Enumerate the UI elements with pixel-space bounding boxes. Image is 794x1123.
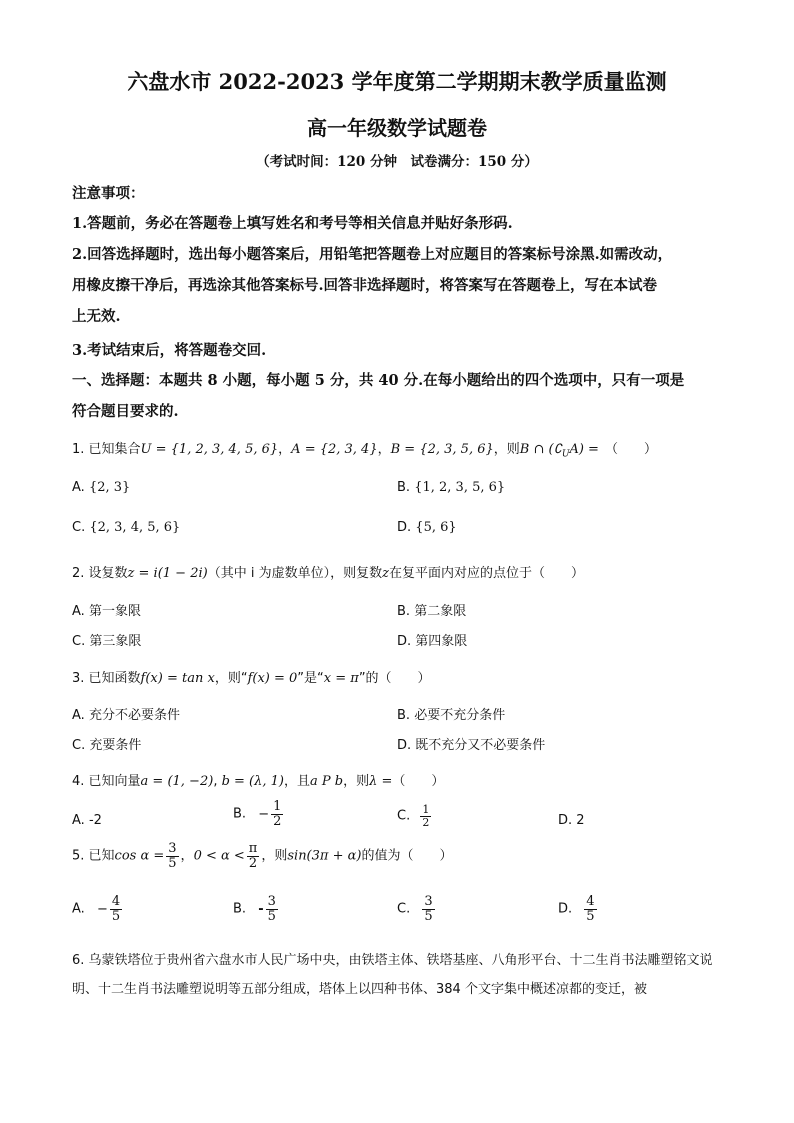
fraction-numerator: 1 [273, 799, 282, 814]
option-text: 第四象限 [415, 634, 468, 649]
question-3-option-a [72, 704, 180, 723]
section-1-instruction-line-1: 一、选择题：本题共 8 小题，每小题 5 分，共 40 分.在每小题给出的四个选项中，只有一项是 [72, 372, 685, 389]
fraction-numerator: π [248, 841, 258, 856]
question-5-cos-expression: cos α = [114, 848, 165, 864]
question-3-middle-2: ”是“ [297, 671, 324, 686]
fraction-denominator: 5 [586, 908, 595, 924]
option-text: {1, 2, 3, 5, 6} [414, 480, 506, 495]
question-3-stem [72, 667, 431, 686]
question-4-option-c [397, 804, 433, 828]
question-5-option-a [72, 895, 124, 923]
question-5-prefix: 5. 已知 [72, 848, 115, 864]
option-label: D. [397, 520, 412, 535]
section-1-instruction-line-2: 符合题目要求的. [72, 403, 179, 420]
question-1-expression: B ∩ (∁ [519, 442, 562, 457]
option-label: B. [397, 604, 411, 619]
vector-a: a = (1, −2) [140, 774, 214, 789]
option-sign: - [258, 901, 264, 917]
option-text: {2, 3, 4, 5, 6} [89, 520, 181, 535]
option-label: D. [397, 738, 412, 753]
question-1-option-d [397, 520, 457, 535]
question-3-option-b [397, 704, 505, 723]
option-label: A. [72, 480, 85, 495]
notice-heading: 注意事项： [72, 185, 145, 202]
notice-item-3: 3.考试结束后，将答题卷交回. [72, 342, 267, 359]
fraction-denominator: 5 [424, 908, 433, 924]
question-6-stem: 6. 乌蒙铁塔位于贵州省六盘水市人民广场中央，由铁塔主体、铁塔基座、八角形平台、十二生肖书法雕塑铭文说明、十二生肖书法雕塑说明等五部分组成，塔体上以四种书体、384 个文字集中概述凉都的变迁，被 [72, 953, 713, 997]
question-2-stem [72, 562, 584, 581]
option-text: 第三象限 [89, 634, 142, 649]
question-3-middle-1: ，则“ [214, 671, 248, 686]
option-text: 第一象限 [88, 604, 141, 619]
set-u: U = {1, 2, 3, 4, 5, 6} [140, 442, 279, 457]
option-label: D. [397, 634, 412, 649]
option-fraction [110, 895, 122, 923]
question-5-middle: ，则 [261, 848, 288, 864]
question-3-condition-1: f(x) = 0 [247, 671, 298, 686]
question-2-option-c [72, 630, 141, 649]
notice-item-2-line-2: 用橡皮擦干净后，再选涂其他答案标号.回答非选择题时，将答案写在答题卷上，写在本试卷 [72, 277, 658, 294]
question-1-answer-blank: （ ） [604, 442, 657, 457]
fraction-denominator: 5 [267, 908, 276, 924]
option-label: D. [558, 813, 573, 828]
exam-subtitle: 高一年级数学试题卷 [307, 116, 487, 140]
question-4-comma: , [213, 774, 222, 789]
option-label: A. [72, 901, 85, 917]
question-4-suffix-pre: ，则 [343, 774, 370, 789]
set-b: B = {2, 3, 5, 6} [390, 442, 494, 457]
option-sign: − [96, 901, 108, 917]
question-5-stem [72, 842, 452, 870]
option-label: C. [397, 808, 411, 824]
option-text: {2, 3} [88, 480, 131, 495]
option-fraction [266, 895, 278, 923]
option-sign: − [258, 806, 270, 822]
fraction-numerator: 4 [586, 894, 595, 909]
option-label: C. [72, 738, 86, 753]
question-5-option-b [233, 895, 280, 923]
option-text: {5, 6} [415, 520, 457, 535]
fraction-denominator: 5 [168, 855, 177, 871]
option-text: 第二象限 [414, 604, 467, 619]
question-5-option-c [397, 895, 437, 923]
fraction-denominator: 2 [248, 855, 258, 871]
option-text: 既不充分又不必要条件 [415, 738, 546, 753]
set-a: A = {2, 3, 4} [291, 442, 378, 457]
question-4-prefix: 4. 已知向量 [72, 774, 141, 789]
option-text: -2 [88, 813, 102, 828]
question-1-stem [72, 438, 657, 460]
option-label: C. [397, 901, 411, 917]
option-label: D. [558, 901, 573, 917]
question-2-variable: z [382, 566, 389, 581]
option-label: B. [397, 480, 411, 495]
question-4-answer-blank: （ ） [392, 774, 445, 789]
question-1-sep-3: ，则 [493, 442, 520, 457]
question-4-condition: a P b [310, 774, 344, 789]
fraction-numerator: 1 [422, 803, 430, 816]
question-2-suffix: 在复平面内对应的点位于（ ） [388, 566, 584, 581]
question-2-option-d [397, 630, 467, 649]
question-3-suffix: ”的（ ） [358, 671, 431, 686]
question-1-expression-end: A) = [569, 442, 599, 457]
question-5-sin-expression: sin(3π + α) [287, 848, 362, 864]
question-1-option-b [397, 480, 505, 495]
cos-fraction [166, 842, 178, 870]
option-fraction [420, 804, 431, 828]
vector-b: b = (λ, 1) [221, 774, 284, 789]
option-fraction [271, 800, 283, 828]
question-4-lambda: λ = [369, 774, 393, 789]
option-label: C. [72, 520, 86, 535]
question-1-sep-2: ， [377, 442, 391, 457]
question-2-option-b [397, 600, 466, 619]
question-1-sep-1: ， [278, 442, 292, 457]
option-label: A. [72, 604, 85, 619]
question-5-option-d [558, 895, 599, 923]
question-2-middle: （其中 i 为虚数单位），则复数 [207, 566, 383, 581]
fraction-numerator: 4 [111, 894, 121, 909]
question-1-option-a [72, 480, 130, 495]
fraction-denominator: 2 [273, 813, 282, 829]
exam-title: 六盘水市 2022-2023 学年度第二学期期末教学质量监测 [127, 69, 667, 94]
question-5-suffix: 的值为（ ） [361, 848, 453, 864]
question-2-prefix: 2. 设复数 [72, 566, 128, 581]
option-text: 充分不必要条件 [88, 708, 180, 723]
question-1-option-c [72, 520, 180, 535]
question-3-expression: f(x) = tan x [140, 671, 215, 686]
question-4-middle: ，且 [283, 774, 310, 789]
question-2-expression: z = i(1 − 2i) [127, 566, 208, 581]
option-text: 2 [576, 813, 585, 828]
fraction-denominator: 2 [422, 815, 430, 829]
question-4-option-d [558, 813, 585, 828]
question-4-option-b [233, 800, 285, 828]
fraction-numerator: 3 [168, 841, 177, 856]
option-label: B. [233, 901, 247, 917]
question-5-range-expression: 0 < α < [193, 848, 245, 864]
question-3-condition-2: x = π [323, 671, 359, 686]
option-label: B. [397, 708, 411, 723]
notice-item-2-line-3: 上无效. [72, 308, 121, 325]
option-text: 必要不充分条件 [414, 708, 506, 723]
question-3-option-d [397, 734, 545, 753]
question-3-prefix: 3. 已知函数 [72, 671, 141, 686]
question-2-option-a [72, 600, 141, 619]
question-1-prefix: 1. 已知集合 [72, 442, 141, 457]
exam-info: （考试时间：120 分钟 试卷满分：150 分） [256, 154, 538, 170]
fraction-numerator: 3 [267, 894, 276, 909]
question-4-option-a [72, 813, 102, 828]
option-label: A. [72, 708, 85, 723]
option-label: C. [72, 634, 86, 649]
option-fraction [422, 895, 434, 923]
option-label: A. [72, 813, 85, 828]
option-label: B. [233, 806, 247, 822]
fraction-numerator: 3 [424, 894, 433, 909]
fraction-denominator: 5 [111, 908, 121, 924]
option-text: 充要条件 [89, 738, 142, 753]
question-3-option-c [72, 734, 141, 753]
question-5-range-pre: ， [180, 848, 194, 864]
question-4-stem [72, 770, 444, 789]
range-fraction [247, 842, 260, 870]
option-fraction [584, 895, 596, 923]
notice-item-1: 1.答题前，务必在答题卷上填写姓名和考号等相关信息并贴好条形码. [72, 215, 513, 232]
notice-item-2-line-1: 2.回答选择题时，选出每小题答案后，用铅笔把答题卷上对应题目的答案标号涂黑.如需改动， [72, 246, 673, 263]
complement-subscript: U [561, 449, 570, 460]
